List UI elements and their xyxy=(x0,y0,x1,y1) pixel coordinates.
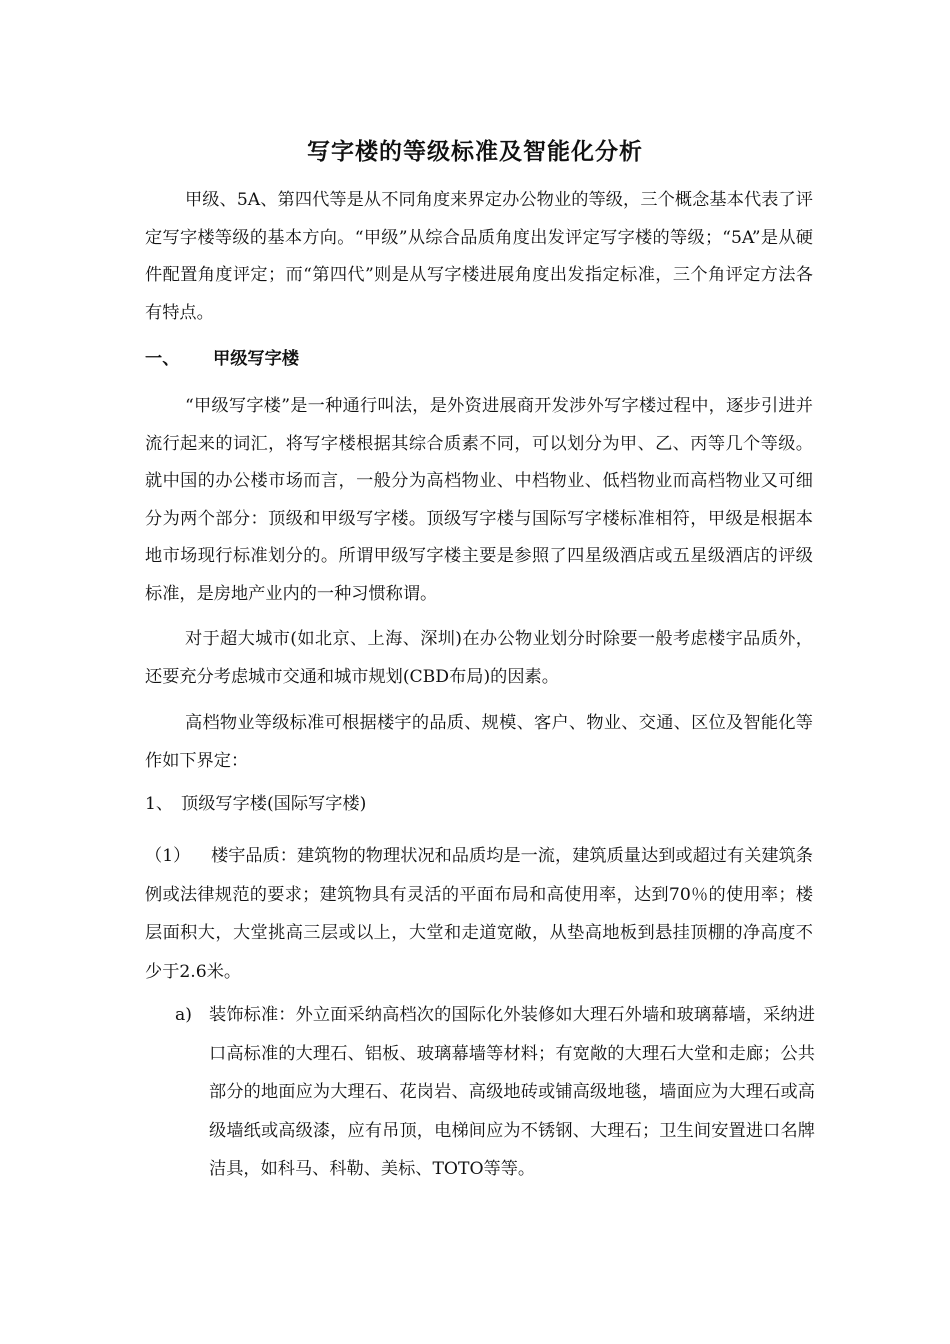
sublist-item-a-text: 装饰标准：外立面采纳高档次的国际化外装修如大理石外墙和玻璃幕墙，采纳进口高标准的大理石、铝板、玻璃幕墙等材料；有宽敞的大理石大堂和走廊；公共部分的地面应为大理石、花岗岩、高级地砖或铺高级地毯，墙面应为大理石或高级墙纸或高级漆，应有吊顶，电梯间应为不锈钢、大理石；卫生间安置进口名牌洁具，如科马、科勒、美标、TOTO等等。 xyxy=(209,1005,815,1179)
list-item-1 xyxy=(145,837,813,991)
intro-paragraph: 甲级、5A、第四代等是从不同角度来界定办公物业的等级，三个概念基本代表了评定写字楼等级的基本方向。“甲级”从综合品质角度出发评定写字楼的等级；“5A”是从硬件配置角度评定；而“第四代”则是从写字楼进展角度出发指定标准，三个角评定方法各有特点。 xyxy=(145,190,813,323)
section-number: 一、 xyxy=(145,349,180,369)
sublist-item-a xyxy=(175,996,815,1189)
list-item-1-text: 楼宇品质：建筑物的物理状况和品质均是一流，建筑质量达到或超过有关建筑条例或法律规范的要求；建筑物具有灵活的平面布局和高使用率，达到70％的使用率；楼层面积大，大堂挑高三层或以上，大堂和走道宽敞，从垫高地板到悬挂顶棚的净高度不少于2.6米。 xyxy=(145,846,813,982)
section-paragraph-1: “甲级写字楼”是一种通行叫法，是外资进展商开发涉外写字楼过程中，逐步引进并流行起来的词汇，将写字楼根据其综合质素不同，可以划分为甲、乙、丙等几个等级。就中国的办公楼市场而言，一般分为高档物业、中档物业、低档物业而高档物业又可细分为两个部分：顶级和甲级写字楼。顶级写字楼与国际写字楼标准相符，甲级是根据本地市场现行标准划分的。所谓甲级写字楼主要是参照了四星级酒店或五星级酒店的评级标准，是房地产业内的一种习惯称谓。 xyxy=(145,396,813,604)
section-paragraph-3: 高档物业等级标准可根据楼宇的品质、规模、客户、物业、交通、区位及智能化等作如下界定： xyxy=(145,713,813,771)
subsection-title: 顶级写字楼(国际写字楼) xyxy=(181,794,367,814)
section-title: 甲级写字楼 xyxy=(213,349,299,369)
subsection-heading xyxy=(145,786,366,823)
section-paragraph-2: 对于超大城市(如北京、上海、深圳)在办公物业划分时除要一般考虑楼宇品质外，还要充分考虑城市交通和城市规划(CBD布局)的因素。 xyxy=(145,629,813,687)
list-item-1-number: （1） xyxy=(145,846,191,866)
subsection-number: 1、 xyxy=(145,794,174,814)
section-heading xyxy=(145,341,299,378)
sublist-item-a-marker: a) xyxy=(175,1005,192,1025)
document-title: 写字楼的等级标准及智能化分析 xyxy=(307,138,643,165)
